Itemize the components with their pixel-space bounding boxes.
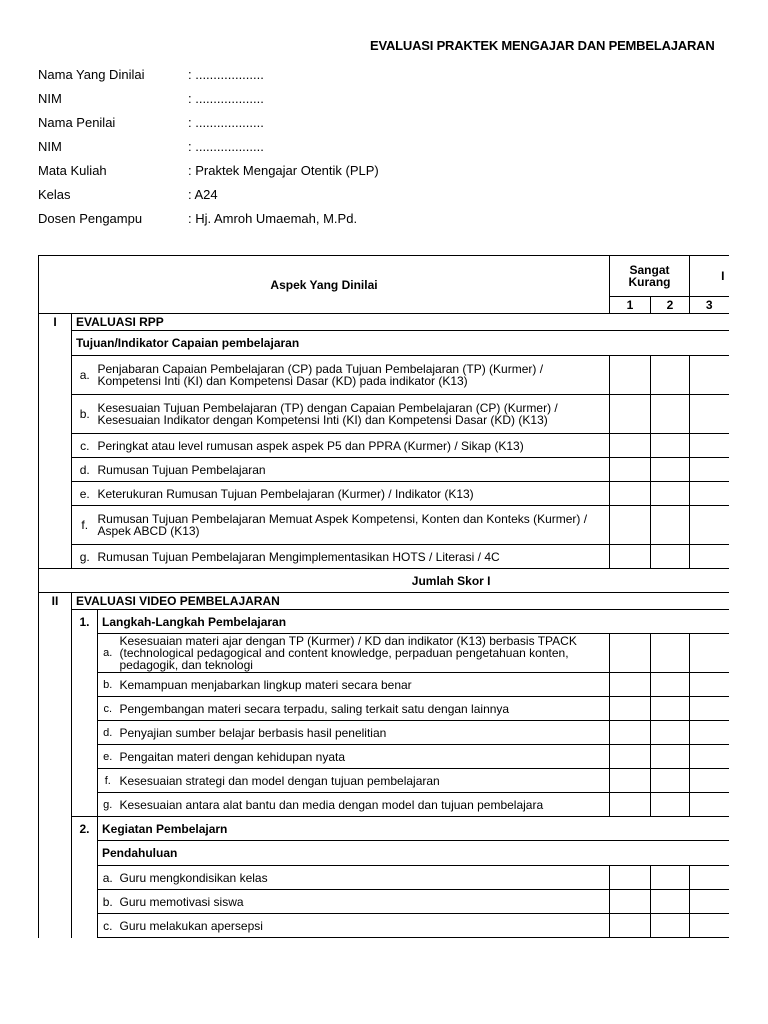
item-letter: f. [72, 506, 98, 545]
table-row [39, 721, 729, 745]
item-letter: c. [72, 434, 98, 458]
item-text: Kesesuaian strategi dan model dengan tujuan pembelajaran [118, 769, 610, 793]
score-cell[interactable] [651, 793, 690, 817]
section-row [39, 593, 729, 610]
table-row [39, 434, 729, 458]
subsection-title: Tujuan/Indikator Capaian pembelajaran [72, 331, 729, 356]
score-cell[interactable] [690, 506, 729, 545]
blank-cell [39, 793, 72, 817]
blank-cell [72, 793, 98, 817]
item-letter: c. [98, 914, 118, 938]
item-letter: b. [72, 395, 98, 434]
info-value: : Praktek Mengajar Otentik (PLP) [188, 162, 379, 178]
page-title: EVALUASI PRAKTEK MENGAJAR DAN PEMBELAJARAN [370, 38, 715, 53]
info-value: : ................... [188, 90, 264, 106]
table-row [39, 458, 729, 482]
info-value: : ................... [188, 138, 264, 154]
item-text: Penyajian sumber belajar berbasis hasil penelitian [118, 721, 610, 745]
evaluation-table [38, 255, 729, 938]
score-cell[interactable] [651, 458, 690, 482]
blank-cell [39, 356, 72, 395]
score-cell[interactable] [610, 395, 651, 434]
blank-cell [39, 769, 72, 793]
score-cell[interactable] [651, 745, 690, 769]
score-cell[interactable] [651, 482, 690, 506]
blank-cell [72, 745, 98, 769]
item-text: Penjabaran Capaian Pembelajaran (CP) pada Tujuan Pembelajaran (TP) (Kurmer) / Kompetensi Inti (KI) dan Kompetensi Dasar (KD) pada indikator (K13) [98, 356, 610, 395]
item-letter: a. [98, 866, 118, 890]
score-cell[interactable] [610, 506, 651, 545]
blank-cell [39, 634, 72, 673]
info-value: : A24 [188, 186, 218, 202]
score-cell[interactable] [690, 545, 729, 569]
table-row [39, 634, 729, 673]
score-cell[interactable] [690, 745, 729, 769]
phase-title: Pendahuluan [98, 841, 729, 866]
item-letter: c. [98, 697, 118, 721]
blank-cell [39, 395, 72, 434]
blank-cell [72, 914, 98, 938]
score-cell[interactable] [610, 769, 651, 793]
item-letter: g. [98, 793, 118, 817]
blank-cell [72, 634, 98, 673]
table-row [39, 506, 729, 545]
section-number: II [39, 593, 72, 610]
blank-cell [39, 817, 72, 841]
aspek-header: Aspek Yang Dinilai [39, 256, 610, 314]
score-cell[interactable] [651, 914, 690, 938]
score-cell[interactable] [610, 914, 651, 938]
item-text: Keterukuran Rumusan Tujuan Pembelajaran (Kurmer) / Indikator (K13) [98, 482, 610, 506]
blank-cell [72, 769, 98, 793]
item-text: Rumusan Tujuan Pembelajaran [98, 458, 610, 482]
score-cell[interactable] [651, 356, 690, 395]
blank-cell [39, 841, 72, 866]
info-label: NIM [38, 90, 62, 106]
score-2: 2 [651, 297, 690, 314]
score-cell[interactable] [651, 434, 690, 458]
score-cell[interactable] [690, 769, 729, 793]
subsection-number: 1. [72, 610, 98, 634]
blank-cell [39, 610, 72, 634]
table-row [39, 769, 729, 793]
score-cell[interactable] [690, 356, 729, 395]
score-cell[interactable] [651, 673, 690, 697]
item-letter: d. [72, 458, 98, 482]
info-value: : ................... [188, 66, 264, 82]
score-cell[interactable] [610, 458, 651, 482]
table-row [39, 356, 729, 395]
info-row-dosen [38, 206, 379, 230]
score-cell[interactable] [610, 356, 651, 395]
blank-cell [39, 745, 72, 769]
score-cell[interactable] [610, 866, 651, 890]
section-row [39, 314, 729, 331]
score-cell[interactable] [610, 697, 651, 721]
blank-cell [39, 331, 72, 356]
item-text: Guru melakukan apersepsi [118, 914, 610, 938]
item-letter: b. [98, 673, 118, 697]
table-row [39, 545, 729, 569]
score-cell[interactable] [610, 482, 651, 506]
total-row [39, 569, 729, 593]
item-text: Guru memotivasi siswa [118, 890, 610, 914]
score-cell[interactable] [610, 793, 651, 817]
score-cell[interactable] [651, 890, 690, 914]
info-row-nama-dinilai [38, 62, 379, 86]
subsection-title: Kegiatan Pembelajarn [98, 817, 729, 841]
blank-cell [39, 482, 72, 506]
total-label: Jumlah Skor I [39, 569, 729, 593]
score-cell[interactable] [690, 482, 729, 506]
info-label: Kelas [38, 186, 71, 202]
score-cell[interactable] [610, 673, 651, 697]
info-label: Dosen Pengampu [38, 210, 143, 226]
info-label: Nama Penilai [38, 114, 116, 130]
item-text: Pengembangan materi secara terpadu, saling terkait satu dengan lainnya [118, 697, 610, 721]
score-cell[interactable] [690, 634, 729, 673]
identity-info [38, 62, 379, 230]
score-cell[interactable] [651, 721, 690, 745]
phase-row [39, 841, 729, 866]
score-cell[interactable] [651, 634, 690, 673]
blank-cell [72, 866, 98, 890]
blank-cell [72, 841, 98, 866]
score-cell[interactable] [651, 697, 690, 721]
score-cell[interactable] [690, 458, 729, 482]
item-text: Kemampuan menjabarkan lingkup materi secara benar [118, 673, 610, 697]
score-1: 1 [610, 297, 651, 314]
score-cell[interactable] [610, 634, 651, 673]
item-text: Pengaitan materi dengan kehidupan nyata [118, 745, 610, 769]
blank-cell [39, 673, 72, 697]
blank-cell [39, 721, 72, 745]
table-row [39, 482, 729, 506]
section-title: EVALUASI VIDEO PEMBELAJARAN [72, 593, 729, 610]
blank-cell [39, 866, 72, 890]
blank-cell [39, 458, 72, 482]
item-letter: g. [72, 545, 98, 569]
score-3: 3 [690, 297, 729, 314]
blank-cell [72, 721, 98, 745]
blank-cell [39, 890, 72, 914]
info-row-nim [38, 86, 379, 110]
section-title: EVALUASI RPP [72, 314, 729, 331]
subsection-title: Langkah-Langkah Pembelajaran [98, 610, 729, 634]
table-row [39, 914, 729, 938]
item-letter: a. [72, 356, 98, 395]
table-row [39, 697, 729, 721]
score-cell[interactable] [651, 769, 690, 793]
scale-header-cut: I [690, 256, 729, 297]
info-label: Nama Yang Dinilai [38, 66, 145, 82]
blank-cell [39, 545, 72, 569]
item-letter: a. [98, 634, 118, 673]
item-text: Rumusan Tujuan Pembelajaran Memuat Aspek Kompetensi, Konten dan Konteks (Kurmer) / Aspek ABCD (K13) [98, 506, 610, 545]
score-cell[interactable] [651, 395, 690, 434]
item-text: Rumusan Tujuan Pembelajaran Mengimplementasikan HOTS / Literasi / 4C [98, 545, 610, 569]
score-cell[interactable] [610, 721, 651, 745]
subsection-row [39, 817, 729, 841]
item-text: Kesesuaian materi ajar dengan TP (Kurmer) / KD dan indikator (K13) berbasis TPACK (technological pedagogical and content knowledge, perpaduan pengetahuan konten, pedagogik, dan teknologi [118, 634, 610, 673]
info-row-nim-penilai [38, 134, 379, 158]
score-cell[interactable] [651, 506, 690, 545]
blank-cell [39, 434, 72, 458]
table-row [39, 673, 729, 697]
blank-cell [72, 890, 98, 914]
score-cell[interactable] [610, 434, 651, 458]
item-text: Kesesuaian Tujuan Pembelajaran (TP) dengan Capaian Pembelajaran (CP) (Kurmer) / Kesesuaian Indikator dengan Kompetensi Inti (KI) dan Kompetensi Dasar (KD) (K13) [98, 395, 610, 434]
blank-cell [39, 506, 72, 545]
info-label: NIM [38, 138, 62, 154]
item-text: Peringkat atau level rumusan aspek aspek P5 dan PPRA (Kurmer) / Sikap (K13) [98, 434, 610, 458]
section-number: I [39, 314, 72, 331]
score-cell[interactable] [690, 866, 729, 890]
table-row [39, 395, 729, 434]
score-cell[interactable] [690, 434, 729, 458]
table-row [39, 890, 729, 914]
score-cell[interactable] [690, 697, 729, 721]
scale-header: Sangat Kurang [610, 256, 690, 297]
item-text: Guru mengkondisikan kelas [118, 866, 610, 890]
info-row-kelas [38, 182, 379, 206]
subsection-number: 2. [72, 817, 98, 841]
blank-cell [72, 697, 98, 721]
blank-cell [39, 914, 72, 938]
score-cell[interactable] [610, 890, 651, 914]
subsection-row [39, 610, 729, 634]
table-row [39, 793, 729, 817]
info-value: : ................... [188, 114, 264, 130]
item-letter: f. [98, 769, 118, 793]
info-row-mata-kuliah [38, 158, 379, 182]
score-cell[interactable] [690, 914, 729, 938]
table-row [39, 866, 729, 890]
score-cell[interactable] [610, 745, 651, 769]
table-header-row [39, 256, 729, 297]
info-label: Mata Kuliah [38, 162, 107, 178]
score-cell[interactable] [651, 545, 690, 569]
score-cell[interactable] [610, 545, 651, 569]
score-cell[interactable] [651, 866, 690, 890]
item-letter: e. [98, 745, 118, 769]
item-letter: e. [72, 482, 98, 506]
info-value: : Hj. Amroh Umaemah, M.Pd. [188, 210, 358, 226]
info-row-nama-penilai [38, 110, 379, 134]
item-letter: b. [98, 890, 118, 914]
subsection-row [39, 331, 729, 356]
item-text: Kesesuaian antara alat bantu dan media dengan model dan tujuan pembelajara [118, 793, 610, 817]
score-cell[interactable] [690, 673, 729, 697]
table-row [39, 745, 729, 769]
score-cell[interactable] [690, 793, 729, 817]
score-cell[interactable] [690, 721, 729, 745]
blank-cell [72, 673, 98, 697]
score-cell[interactable] [690, 395, 729, 434]
item-letter: d. [98, 721, 118, 745]
blank-cell [39, 697, 72, 721]
score-cell[interactable] [690, 890, 729, 914]
